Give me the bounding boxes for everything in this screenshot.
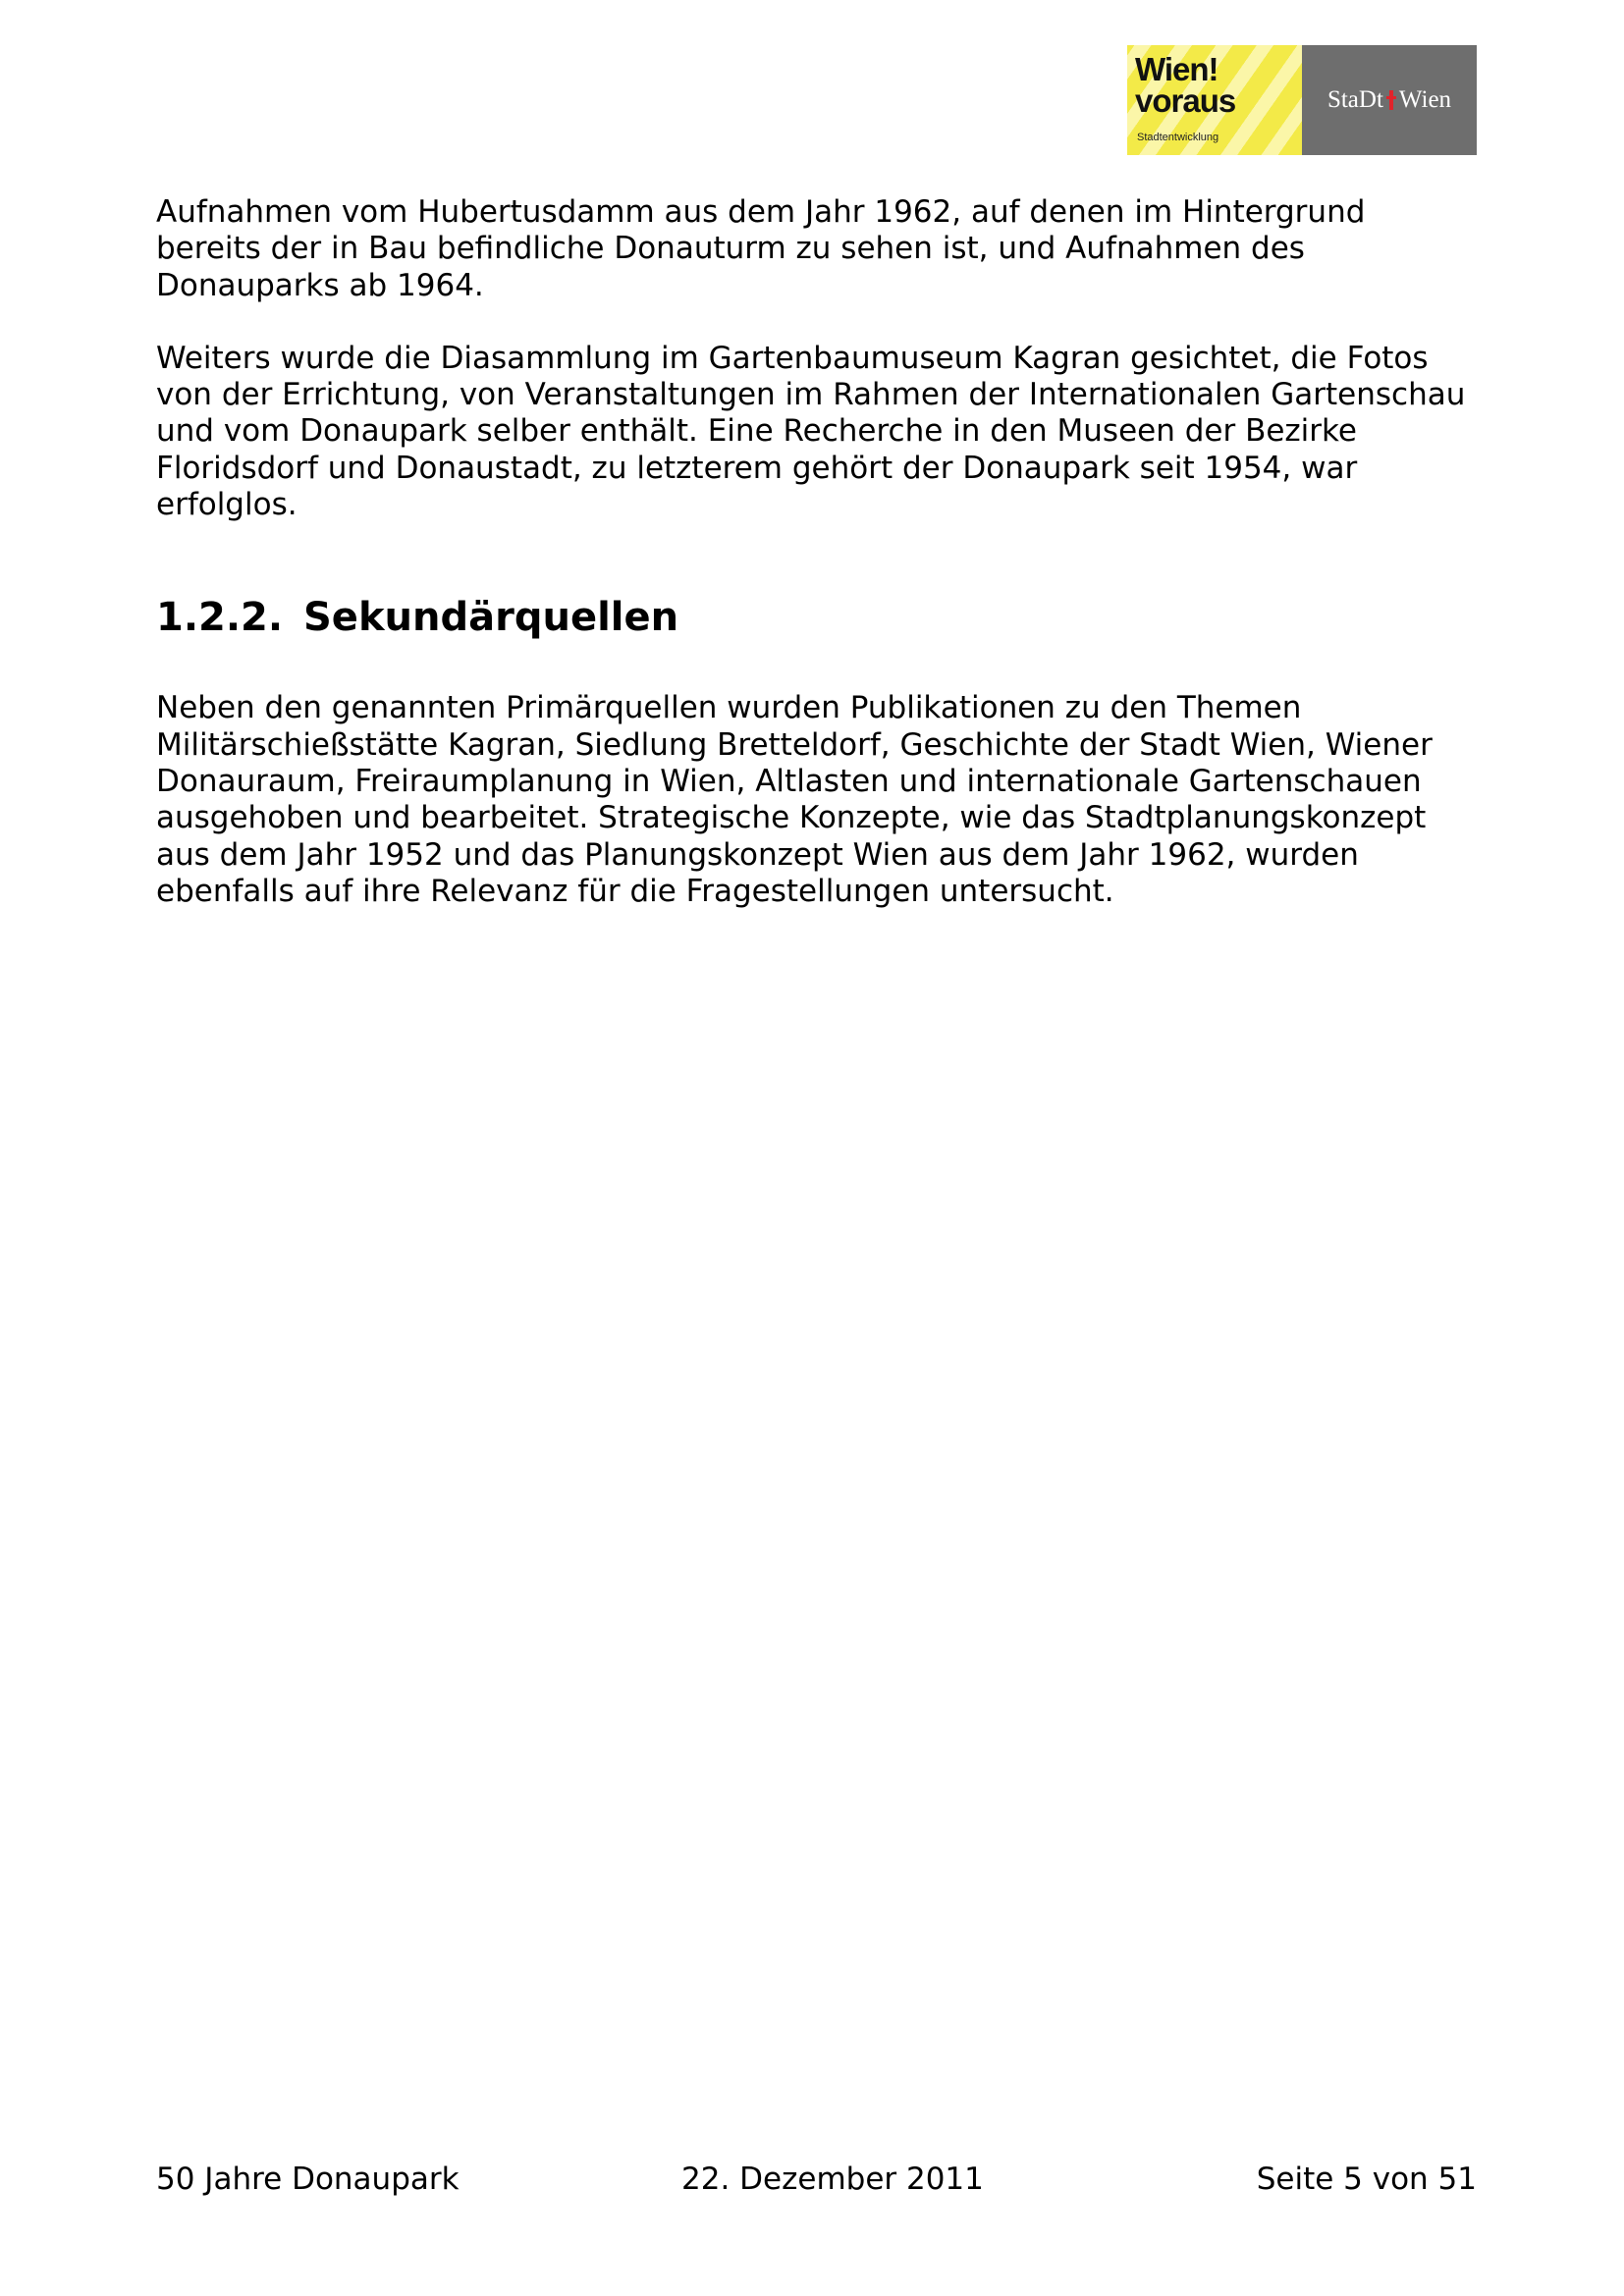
- logo-brand-line2: voraus: [1135, 82, 1236, 119]
- footer-date: 22. Dezember 2011: [681, 2162, 984, 2197]
- wien-voraus-logo: [1127, 45, 1302, 155]
- vienna-cross-icon: [1386, 90, 1396, 110]
- page-content: [156, 194, 1491, 910]
- section-paragraph: Neben den genannten Primärquellen wurden Publikationen zu den Themen Militärschießstätte Kagran, Siedlung Bretteldorf, Geschichte der Stadt Wien, Wiener Donauraum, Freiraumplanung in Wien, Altlasten und internationale Gartenschauen ausgehoben und bearbeitet. Strategische Konzepte, wie das Stadtplanungskonzept aus dem Jahr 1952 und das Planungskonzept Wien aus dem Jahr 1962, wurden ebenfalls auf ihre Relevanz für die Fragestellungen untersucht.: [156, 690, 1433, 909]
- section-heading: [156, 594, 1491, 641]
- footer-page-number: Seite 5 von 51: [1256, 2162, 1477, 2197]
- logo-brand-line1: Wien!: [1135, 51, 1218, 87]
- header-logo: [1127, 45, 1477, 155]
- body-paragraph-2: Weiters wurde die Diasammlung im Gartenbaumuseum Kagran gesichtet, die Fotos von der Errichtung, von Veranstaltungen im Rahmen der Internationalen Gartenschau und vom Donaupark selber enthält. Eine Recherche in den Museen der Bezirke Floridsdorf und Donaustadt, zu letzterem gehört der Donaupark seit 1954, war erfolglos.: [156, 340, 1466, 523]
- stadt-wien-logo: [1302, 45, 1477, 155]
- logo-city-right: Wien: [1398, 86, 1452, 113]
- body-paragraph-1: Aufnahmen vom Hubertusdamm aus dem Jahr 1962, auf denen im Hintergrund bereits der in Bau befindliche Donauturm zu sehen ist, und Aufnahmen des Donauparks ab 1964.: [156, 194, 1366, 303]
- page-footer: [156, 2160, 1477, 2199]
- section-number: 1.2.2.: [156, 595, 284, 641]
- logo-city-left: StaDt: [1326, 86, 1383, 113]
- section-title: Sekundärquellen: [303, 595, 679, 641]
- logo-brand-subtitle: Stadtentwicklung: [1137, 132, 1219, 143]
- footer-document-title: 50 Jahre Donaupark: [156, 2162, 460, 2197]
